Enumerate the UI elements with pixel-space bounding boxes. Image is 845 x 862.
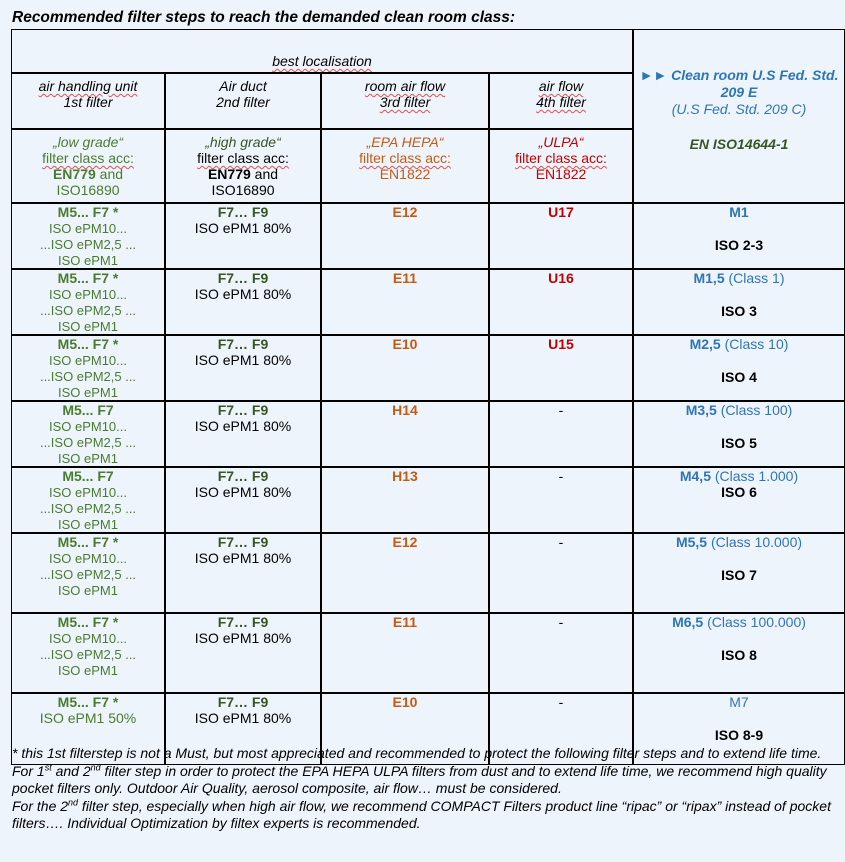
- filter-1-cell: M5... F7 * ISO ePM10... ...ISO ePM2,5 ... ISO ePM1: [11, 335, 165, 401]
- filter-4-cell: -: [489, 467, 633, 533]
- filter-4-cell: U16: [489, 269, 633, 335]
- grade-high: „high grade“ filter class acc: EN779 and ISO16890: [165, 129, 321, 203]
- cleanroom-standard: ►► Clean room U.S Fed. Std. 209 E: [639, 67, 839, 100]
- filter-4-cell: -: [489, 401, 633, 467]
- grade-ulpa: „ULPA“ filter class acc: EN1822: [489, 129, 633, 203]
- footnote-1st-filter: * this 1st filterstep is not a Must, but most appreciated and recommended to protect the following filter steps and to extend life time.: [12, 745, 822, 761]
- column-header-filter-2: Air duct 2nd filter: [165, 73, 321, 129]
- filter-4-cell: -: [489, 613, 633, 693]
- footnote-compact-filters: For the 2nd filter step, especially when high air flow, we recommend COMPACT Filters product line “ripac” or “ripax” instead of pocket filters…. Individual Optimization by filtex experts is recommended.: [12, 796, 831, 831]
- table-row: [11, 401, 845, 467]
- filter-2-cell: F7… F9 ISO ePM1 80%: [165, 203, 321, 269]
- cleanroom-class-cell: M3,5 (Class 100) ISO 5: [633, 401, 845, 467]
- column-header-filter-3: room air flow 3rd filter: [321, 73, 489, 129]
- cleanroom-class-cell: M6,5 (Class 100.000) ISO 8: [633, 613, 845, 693]
- table-row: [11, 533, 845, 613]
- table-row: [11, 203, 845, 269]
- filter-3-cell: H14: [321, 401, 489, 467]
- cleanroom-header: [633, 29, 845, 203]
- cleanroom-class-cell: M2,5 (Class 10) ISO 4: [633, 335, 845, 401]
- filter-2-cell: F7… F9 ISO ePM1 80%: [165, 269, 321, 335]
- cleanroom-standard-alt: (U.S Fed. Std. 209 C): [671, 101, 807, 117]
- filter-1-cell: M5... F7 * ISO ePM10... ...ISO ePM2,5 ... ISO ePM1: [11, 269, 165, 335]
- filter-4-cell: U17: [489, 203, 633, 269]
- table-row: [11, 467, 845, 533]
- filter-4-cell: -: [489, 693, 633, 765]
- footnote-pocket-filters: For 1st and 2nd filter step in order to protect the EPA HEPA ULPA filters from dust and to extend life time, we recommend high quality pocket filters only. Outdoor Air Quality, aerosol composite, air flow… must be considered.: [12, 761, 827, 796]
- filter-3-cell: H13: [321, 467, 489, 533]
- column-header-filter-4: air flow 4th filter: [489, 73, 633, 129]
- best-localisation-header: best localisation: [11, 29, 633, 73]
- filter-3-cell: E12: [321, 533, 489, 613]
- cleanroom-class-cell: M1 ISO 2-3: [633, 203, 845, 269]
- footnotes: [12, 745, 837, 833]
- filter-3-cell: E11: [321, 269, 489, 335]
- cleanroom-class-cell: M4,5 (Class 1.000) ISO 6: [633, 467, 845, 533]
- cleanroom-class-cell: M5,5 (Class 10.000) ISO 7: [633, 533, 845, 613]
- filter-3-cell: E12: [321, 203, 489, 269]
- filter-4-cell: -: [489, 533, 633, 613]
- filter-2-cell: F7… F9 ISO ePM1 80%: [165, 467, 321, 533]
- grade-low: „low grade“ filter class acc: EN779 and ISO16890: [11, 129, 165, 203]
- table-row: [11, 269, 845, 335]
- cleanroom-class-cell: M7 ISO 8-9: [633, 693, 845, 765]
- cleanroom-class-cell: M1,5 (Class 1) ISO 3: [633, 269, 845, 335]
- filter-1-cell: M5... F7 * ISO ePM10... ...ISO ePM2,5 ... ISO ePM1: [11, 203, 165, 269]
- table-row: [11, 613, 845, 693]
- filter-2-cell: F7… F9 ISO ePM1 80%: [165, 693, 321, 765]
- en-iso-standard: EN ISO14644-1: [689, 136, 789, 152]
- filter-1-cell: M5... F7 * ISO ePM10... ...ISO ePM2,5 ... ISO ePM1: [11, 613, 165, 693]
- filter-4-cell: U15: [489, 335, 633, 401]
- filter-2-cell: F7… F9 ISO ePM1 80%: [165, 335, 321, 401]
- grade-epa-hepa: „EPA HEPA“ filter class acc: EN1822: [321, 129, 489, 203]
- filter-3-cell: E11: [321, 613, 489, 693]
- filter-1-cell: M5... F7 ISO ePM10... ...ISO ePM2,5 ... ISO ePM1: [11, 401, 165, 467]
- filter-1-cell: M5... F7 * ISO ePM1 50%: [11, 693, 165, 765]
- filter-3-cell: E10: [321, 693, 489, 765]
- filter-3-cell: E10: [321, 335, 489, 401]
- table-row: [11, 335, 845, 401]
- filter-1-cell: M5... F7 ISO ePM10... ...ISO ePM2,5 ... ISO ePM1: [11, 467, 165, 533]
- filter-2-cell: F7… F9 ISO ePM1 80%: [165, 613, 321, 693]
- filter-2-cell: F7… F9 ISO ePM1 80%: [165, 533, 321, 613]
- filter-steps-table: [11, 29, 845, 765]
- page-title: Recommended filter steps to reach the demanded clean room class:: [12, 9, 516, 26]
- column-header-filter-1: air handling unit 1st filter: [11, 73, 165, 129]
- filter-2-cell: F7… F9 ISO ePM1 80%: [165, 401, 321, 467]
- filter-1-cell: M5... F7 * ISO ePM10... ...ISO ePM2,5 ... ISO ePM1: [11, 533, 165, 613]
